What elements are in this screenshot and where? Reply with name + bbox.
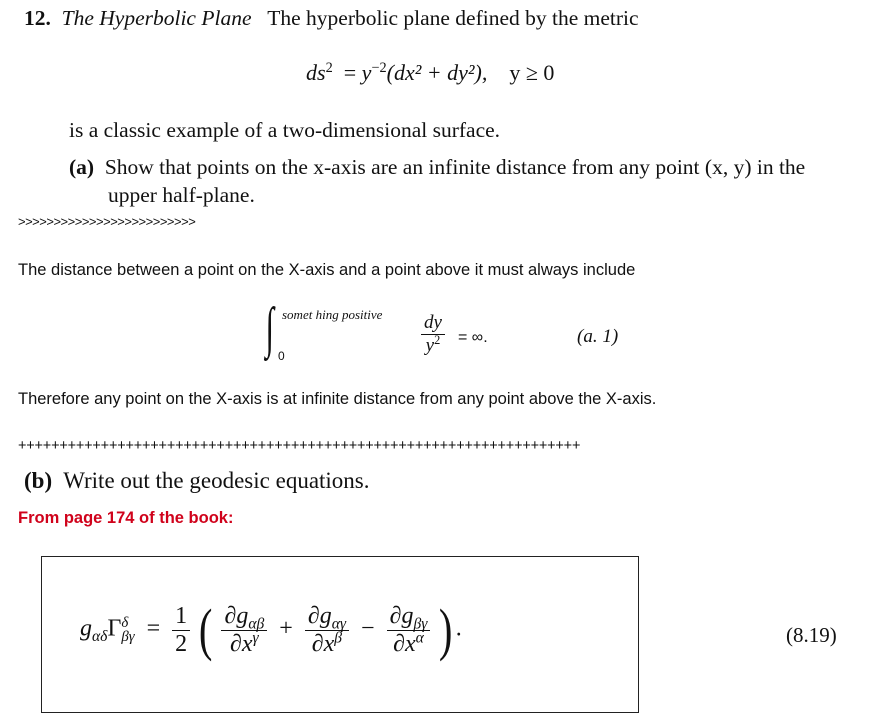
part-a-line2: upper half-plane.	[108, 183, 255, 207]
solution-text-1: The distance between a point on the X-axis and a point above it must always include	[18, 261, 636, 279]
geodesic-equation: $g_{\alpha\delta}\Gamma$ δ βγ = $\frac{1}{2}$ ( $\frac{\partial g_{\alpha\beta}}{\partial x^\gamma}$ + $\frac{\partial g_{\alpha\gamma}}{\partial x^\beta}$ − $\frac{\partial g_{\beta\gamma}}{\partial x^\alpha}$ ) .	[80, 597, 462, 662]
continuation-text: is a classic example of a two-dimensional surface.	[69, 118, 501, 142]
problem-title: The Hyperbolic Plane	[61, 6, 252, 30]
separator-a: >>>>>>>>>>>>>>>>>>>>>>>>>	[18, 214, 196, 229]
problem-number: 12.	[24, 6, 51, 30]
integral-sign: ∫	[265, 297, 274, 359]
from-book-note: From page 174 of the book:	[18, 509, 234, 527]
equation-label-8-19: (8.19)	[786, 623, 837, 647]
solution-text-2: Therefore any point on the X-axis is at infinite distance from any point above the X-axis.	[18, 390, 657, 408]
equation-label-a1: (a. 1)	[577, 326, 619, 347]
part-a-line1: (a) Show that points on the x-axis are an infinite distance from any point (x, y) in the	[69, 155, 806, 179]
problem-header	[24, 6, 639, 31]
part-b-text: Write out the geodesic equations.	[63, 468, 370, 493]
metric-equation: $ds^2 = y^{-2}(dx^2 + dy^2)$, y ≥ 0	[306, 60, 555, 85]
separator-b: ++++++++++++++++++++++++++++++++++++++++++++++++++++++++++++++++++++	[18, 438, 581, 454]
integrand-fraction: $\frac{dy}{y^2}$	[421, 312, 445, 357]
part-b-label: (b)	[24, 468, 53, 493]
integral-upper-limit: somet hing positive	[282, 307, 383, 322]
part-a-label: (a)	[69, 155, 95, 179]
integral-lower-limit: 0	[278, 349, 285, 363]
integral-result: = ∞.	[458, 329, 488, 346]
metric-rhs: (dx² + dy²),	[386, 60, 488, 85]
metric-condition: y ≥ 0	[509, 60, 555, 85]
metric-lhs: ds	[306, 60, 326, 85]
problem-intro: The hyperbolic plane defined by the metric	[267, 6, 639, 30]
part-b	[24, 468, 370, 494]
boxed-equation	[41, 556, 639, 713]
